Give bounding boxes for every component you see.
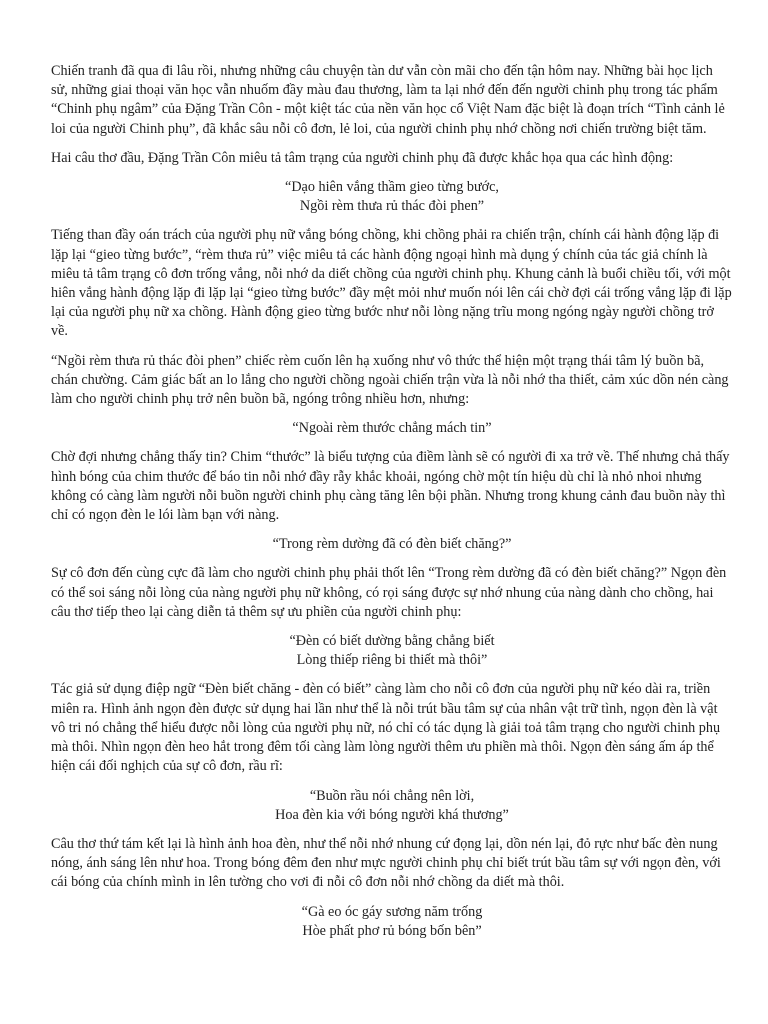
paragraph-analysis-1: Tiếng than đầy oán trách của người phụ nữ vắng bóng chồng, khi chồng phải ra chiến trận, chính cái hành động lặp đi lặp lại “gieo từng bước”, “rèm thưa rủ” việc miêu tả các hành động ngoại hình mà dụng ý chính của tác giả chính là miêu tả tâm trạng cô đơn trống vắng, nỗi nhớ da diết chồng của người chinh phụ. Khung cảnh là buổi chiều tối, với một hiên vắng hành động lặp đi lặp lại “gieo từng bước” đầy mệt mỏi như muốn nói lên cái chờ đợi cái trống vắng lặp đi lặp lại của người phụ nữ xa chồng. Hành động gieo từng bước như nỗi lòng nặng trĩu mong ngóng ngày người chồng trở về. — [51, 227, 732, 340]
paragraph-analysis-4: Sự cô đơn đến cùng cực đã làm cho người chinh phụ phải thốt lên “Trong rèm dường đã có đèn biết chăng?” Ngọn đèn có thể soi sáng nỗi lòng của nàng người phụ nữ không, có rọi sáng được sự nhớ nhung của nàng dành cho chồng, hai câu thơ tiếp theo lại càng diễn tả thêm sự ưu phiền của người chinh phụ: — [51, 565, 727, 620]
verse-line: “Đèn có biết dường bằng chẳng biết — [289, 633, 495, 650]
paragraph-first-verses-intro: Hai câu thơ đầu, Đặng Trần Côn miêu tả tâm trạng của người chinh phụ đã được khắc họa qua các hình động: — [51, 149, 674, 166]
verse-quote-1 — [51, 178, 733, 216]
verse-quote-3 — [51, 535, 733, 554]
paragraph-intro: Chiến tranh đã qua đi lâu rồi, nhưng những câu chuyện tàn dư vẫn còn mãi cho đến tận hôm nay. Những bài học lịch sử, những giai thoại văn học vẫn nhuốm đầy màu đau thương, làm ta lại nhớ đến đến người chinh phụ trong tác phẩm “Chinh phụ ngâm” của Đặng Trần Côn - một kiệt tác của nền văn học cổ Việt Nam đặc biệt là đoạn trích “Tình cảnh lẻ loi của người Chinh phụ”, đã khắc sâu nỗi cô đơn, lẻ loi, của người chinh phụ nhớ chồng nơi chiến trường biệt tăm. — [51, 63, 725, 137]
verse-quote-4 — [51, 632, 733, 670]
verse-line: “Ngoài rèm thước chẳng mách tin” — [292, 420, 492, 437]
verse-line: “Dạo hiên vắng thầm gieo từng bước, — [285, 179, 499, 196]
paragraph-analysis-2: “Ngồi rèm thưa rủ thác đòi phen” chiếc rèm cuốn lên hạ xuống như vô thức thể hiện một trạng thái tâm lý buồn bã, chán chường. Cảm giác bất an lo lắng cho người chồng ngoài chiến trận vừa là nỗi nhớ tha thiết, cảm xúc dồn nén càng làm cho người chinh phụ trở nên buồn bã, ngóng trông nhiều hơn, nhưng: — [51, 352, 729, 408]
document-body — [51, 62, 733, 951]
verse-line: “Buồn rầu nói chẳng nên lời, — [309, 787, 475, 804]
verse-line: “Trong rèm dường đã có đèn biết chăng?” — [272, 536, 512, 553]
paragraph-analysis-6: Câu thơ thứ tám kết lại là hình ảnh hoa đèn, như thể nỗi nhớ nhung cứ đọng lại, dồn nén lại, đỏ rực như bấc đèn nung nóng, ánh sáng lên như hoa. Trong bóng đêm đen như mực người chinh phụ chỉ biết trút bầu tâm sự với ngọn đèn, với cái bóng của chính mình in lên tường cho vơi đi nỗi cô đơn nỗi nhớ chồng da diết mà thôi. — [51, 835, 721, 891]
verse-quote-6 — [51, 903, 733, 941]
verse-line: Lòng thiếp riêng bi thiết mà thôi” — [296, 652, 488, 669]
paragraph-analysis-5: Tác giả sử dụng điệp ngữ “Đèn biết chăng - đèn có biết” càng làm cho nỗi cô đơn của người phụ nữ kéo dài ra, triền miên ra. Hình ảnh ngọn đèn được sử dụng hai lần như thể là nỗi trút bầu tâm sự của nhân vật trữ tình, ngọn đèn là vật vô tri nó chẳng thể hiểu được nỗi lòng của người phụ nữ, nó chỉ có tác dụng là giải toả tâm trạng cho người chinh phụ mà thôi. Nhìn ngọn đèn heo hắt trong đêm tối càng làm lòng người thêm ưu phiền mà thôi. Ngọn đèn sáng ấm áp thể hiện cái đối nghịch của sự cô đơn, rầu rĩ: — [51, 681, 721, 775]
verse-line: Hòe phất phơ rủ bóng bốn bên” — [302, 922, 482, 939]
verse-line: Hoa đèn kia với bóng người khá thương” — [275, 806, 509, 823]
verse-quote-5 — [51, 787, 733, 825]
verse-line: “Gà eo óc gáy sương năm trống — [301, 903, 483, 920]
paragraph-analysis-3: Chờ đợi nhưng chẳng thấy tin? Chim “thước” là biểu tượng của điềm lành sẽ có người đi xa trở về. Thế nhưng chả thấy hình bóng của chim thước để báo tin nỗi nhớ đầy rẫy khắc khoải, ngóng chờ một tín hiệu dù chỉ là nhỏ nhoi nhưng không có càng làm người nỗi buồn người chinh phụ càng tăng lên bội phần. Nhưng trong khung cảnh đau buồn này thì chỉ có ngọn đèn le lói làm bạn với nàng. — [51, 449, 730, 524]
verse-line: Ngồi rèm thưa rủ thác đòi phen” — [299, 198, 485, 215]
verse-quote-2 — [51, 419, 733, 438]
